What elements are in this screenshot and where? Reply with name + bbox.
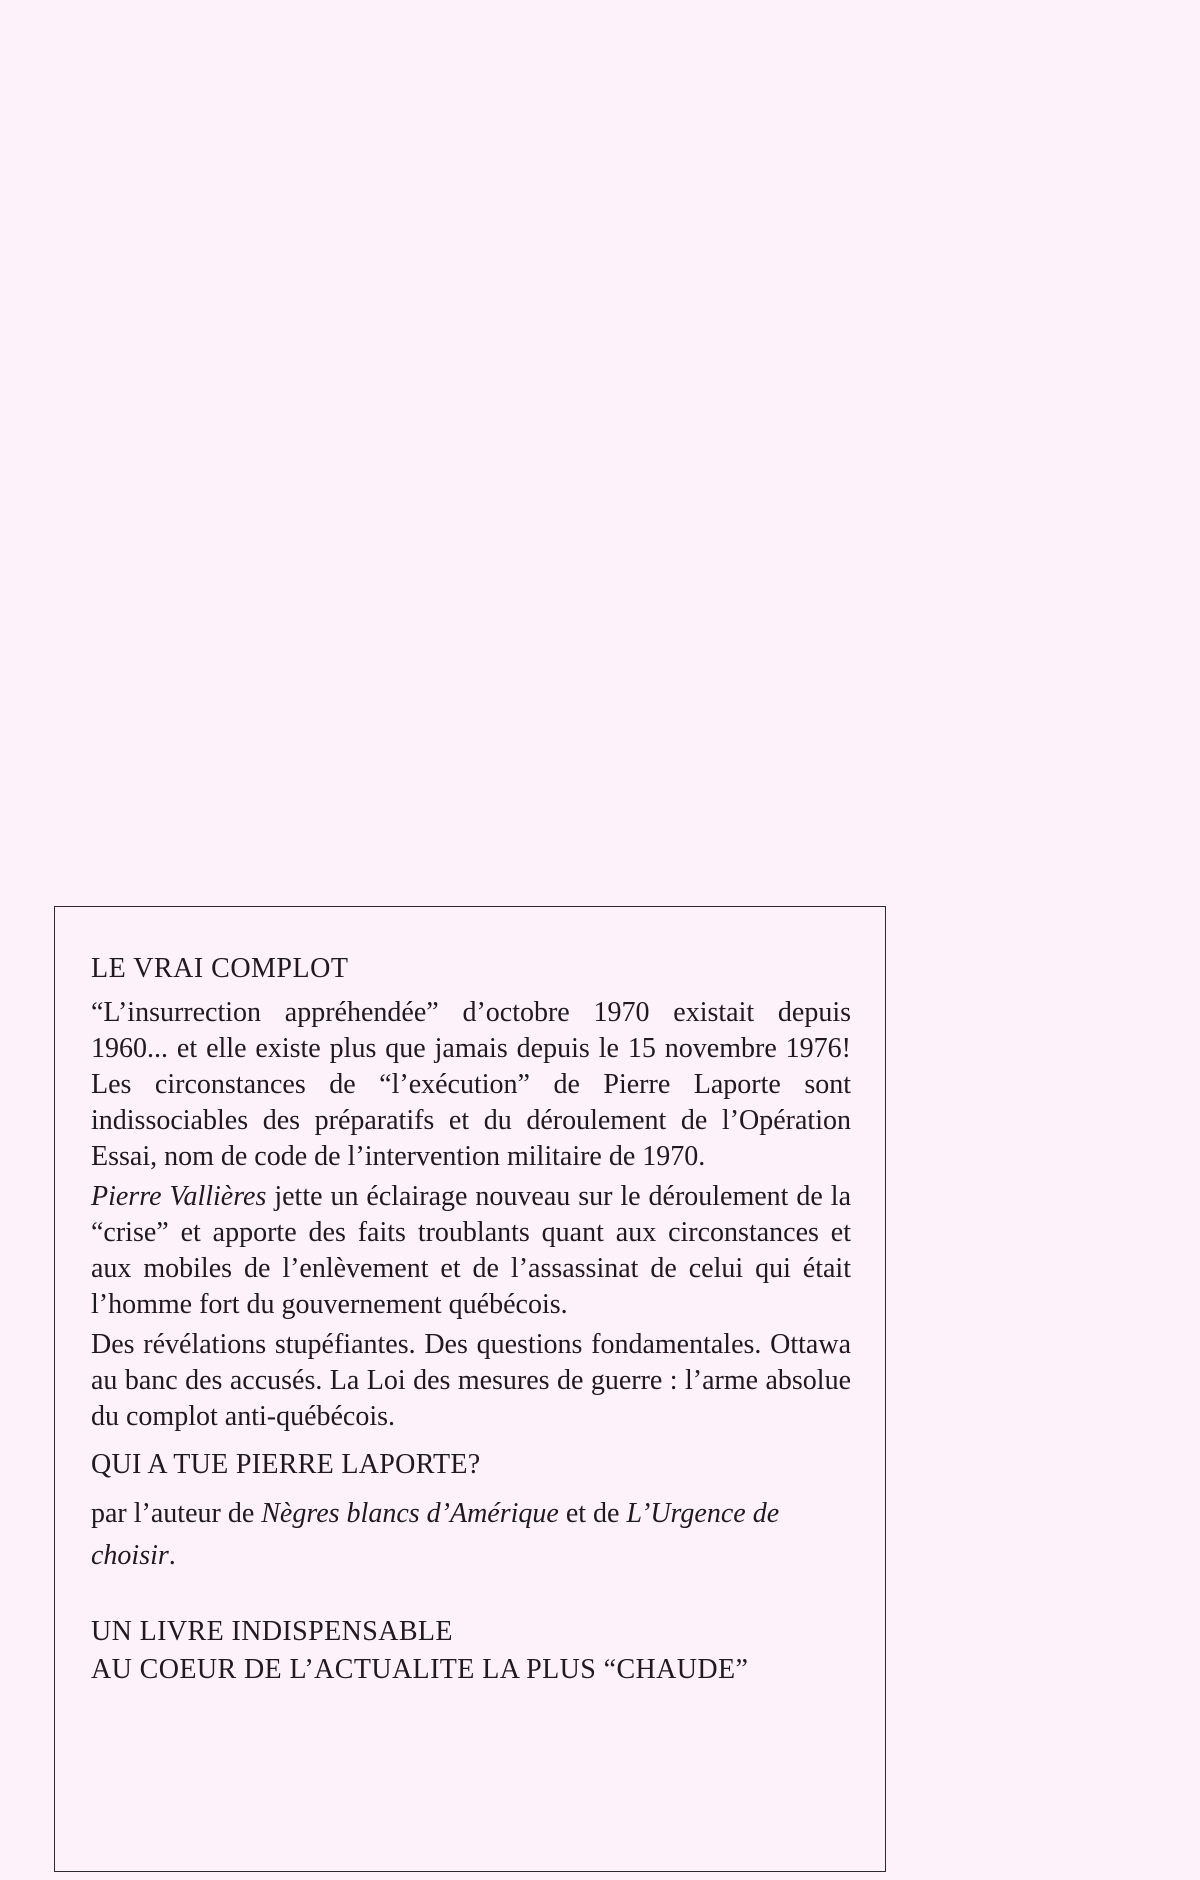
paragraph-author	[91, 1179, 851, 1323]
blurb-box	[54, 906, 886, 1872]
paragraph-context: “L’insurrection appréhendée” d’octobre 1970 existait depuis 1960... et elle existe plus que jamais depuis le 15 novembre 1976! Les circonstances de “l’exécution” de Pierre Laporte sont indissociables des préparatifs et du déroulement de l’Opération Essai, nom de code de l’intervention militaire de 1970.	[91, 997, 851, 1172]
author-name: Pierre Vallières	[91, 1181, 267, 1212]
byline-suffix: .	[168, 1540, 176, 1571]
byline-middle: et de	[558, 1498, 627, 1529]
blurb-heading: LE VRAI COMPLOT	[91, 953, 349, 984]
paragraph-revelations: Des révélations stupéfiantes. Des questions fondamentales. Ottawa au banc des accusés. La Loi des mesures de guerre : l’arme absolue du complot anti-québécois.	[91, 1329, 851, 1432]
author-paragraph-text: jette un éclairage nouveau sur le déroulement de la “crise” et apporte des faits troublants quant aux circonstances et aux mobiles de l’enlèvement et de l’assassinat de celui qui était l’homme fort du gouvernement québécois.	[91, 1181, 851, 1320]
byline-title-2: L’Urgence de choisir	[91, 1498, 780, 1571]
tagline-line-2: AU COEUR DE L’ACTUALITE LA PLUS “CHAUDE”	[91, 1654, 749, 1685]
book-question-title: QUI A TUE PIERRE LAPORTE?	[91, 1449, 481, 1480]
tagline-line-1: UN LIVRE INDISPENSABLE	[91, 1616, 453, 1647]
author-byline	[91, 1493, 851, 1577]
byline-title-1: Nègres blancs d’Amérique	[261, 1498, 559, 1529]
byline-prefix: par l’auteur de	[91, 1498, 262, 1529]
